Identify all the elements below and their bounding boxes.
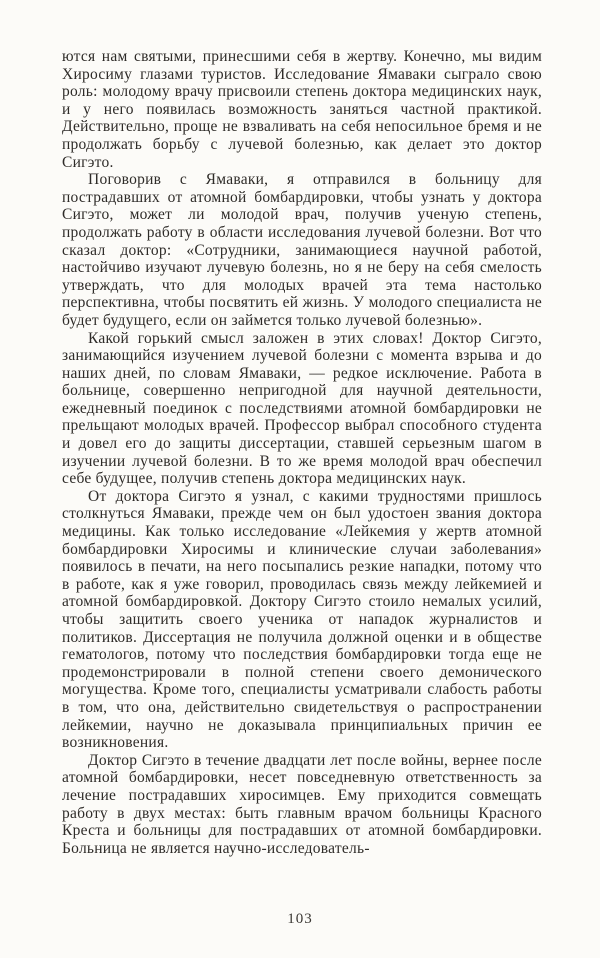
paragraph: От доктора Сигэто я узнал, с какими трудностями пришлось столкнуться Ямаваки, прежде чем он был удостоен звания доктора медицины. Как только исследование «Лейкемия у жертв атомной бомбардировки Хиросимы и клинические случаи заболевания» появилось в печати, на него посыпались резкие нападки, потому что в работе, как я уже говорил, проводилась связь между лейкемией и атомной бомбардировкой. Доктору Сигэто стоило немалых усилий, чтобы защитить своего ученика от нападок журналистов и политиков. Диссертация не получила должной оценки и в обществе гематологов, потому что последствия бомбардировки тогда еще не продемонстрировали в полной степени своего демонического могущества. Кроме того, специалисты усматривали слабость работы в том, что она, действительно свидетельствуя о распространении лейкемии, научно не доказывала принципиальных причин ее возникновения. (62, 487, 542, 752)
text-block (62, 48, 542, 857)
paragraph-continuation: ются нам святыми, принесшими себя в жертву. Конечно, мы видим Хиросиму глазами туристов. Исследование Ямаваки сыграло свою роль: молодому врачу присвоили степень доктора медицинских наук, и у него появилась возможность заняться частной практикой. Действительно, проще не взваливать на себя непосильное бремя и не продолжать борьбу с лучевой болезнью, как делает это доктор Сигэто. (62, 48, 542, 171)
paragraph: Поговорив с Ямаваки, я отправился в больницу для пострадавших от атомной бомбардировки, чтобы узнать у доктора Сигэто, может ли молодой врач, получив ученую степень, продолжать работу в области исследования лучевой болезни. Вот что сказал доктор: «Сотрудники, занимающиеся научной работой, настойчиво изучают лучевую болезнь, но я не беру на себя смелость утверждать, что для молодых врачей эта тема настолько перспективна, чтобы посвятить ей жизнь. У молодого специалиста не будет будущего, если он займется только лучевой болезнью». (62, 171, 542, 329)
paragraph: Доктор Сигэто в течение двадцати лет после войны, вернее после атомной бомбардировки, несет повседневную ответственность за лечение пострадавших хиросимцев. Ему приходится совмещать работу в двух местах: быть главным врачом больницы Красного Креста и больницы для пострадавших от атомной бомбардировки. Больница не является научно-исследователь- (62, 751, 542, 857)
paragraph: Какой горький смысл заложен в этих словах! Доктор Сигэто, занимающийся изучением лучевой болезни с момента взрыва и до наших дней, по словам Ямаваки, — редкое исключение. Работа в больнице, совершенно непригодной для научной деятельности, ежедневный поединок с последствиями атомной бомбардировки не прельщают молодых врачей. Профессор выбрал способного студента и довел его до защиты диссертации, ставшей серьезным шагом в изучении лучевой болезни. В то же время молодой врач обеспечил себе будущее, получив степень доктора медицинских наук. (62, 329, 542, 488)
page-number: 103 (287, 911, 313, 927)
